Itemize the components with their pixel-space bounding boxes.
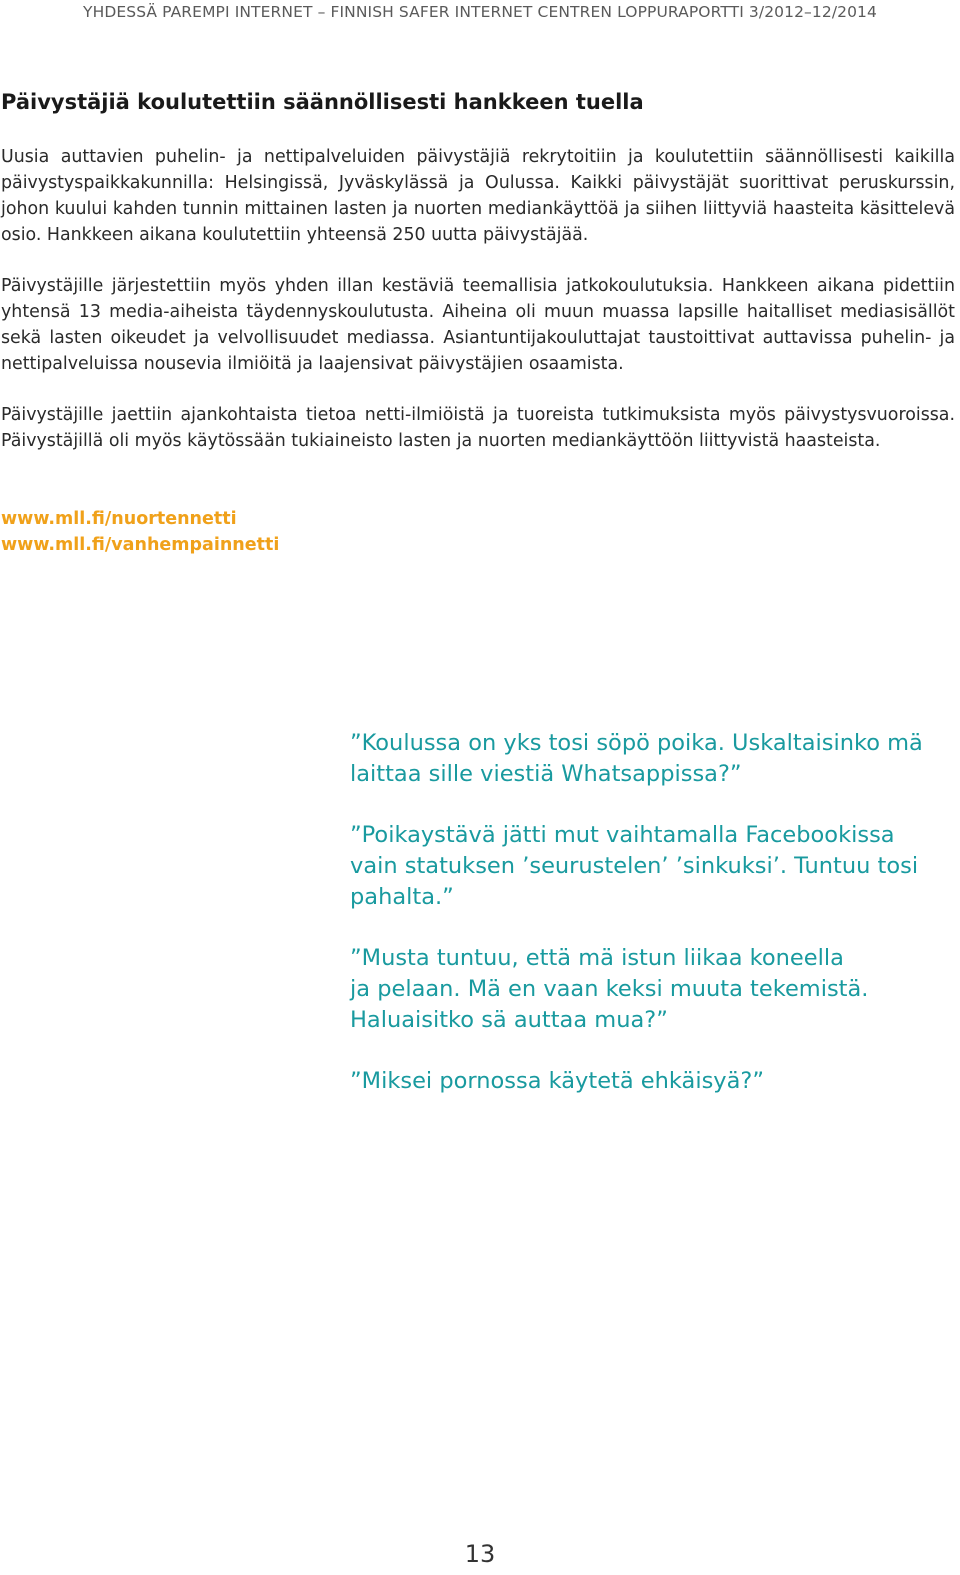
quote-item: ”Miksei pornossa käytetä ehkäisyä?” bbox=[350, 1068, 764, 1094]
section-heading: Päivystäjiä koulutettiin säännöllisesti hankkeen tuella bbox=[1, 90, 644, 114]
running-header: YHDESSÄ PAREMPI INTERNET – FINNISH SAFER INTERNET CENTREN LOPPURAPORTTI 3/2012–12/2014 bbox=[83, 3, 877, 21]
quote-item: ”Poikaystävä jätti mut vaihtamalla Facebookissa vain statuksen ’seurustelen’ ’sinkuksi’. Tuntuu tosi pahalta.” bbox=[350, 822, 919, 910]
body-paragraph-current-information: Päivystäjille jaettiin ajankohtaista tietoa netti-ilmiöistä ja tuoreista tutkimuksista myös päivystysvuoroissa. Päivystäjillä oli myös käytössään tukiaineisto lasten ja nuorten mediankäyttöön liittyvistä haasteista. bbox=[1, 405, 955, 451]
quote-list bbox=[350, 728, 950, 1127]
body-paragraph-training: Uusia auttavien puhelin- ja nettipalveluiden päivystäjiä rekrytoitiin ja koulutettiin säännöllisesti kaikilla päivystyspaikkakunnilla: Helsingissä, Jyväskylässä ja Oulussa. Kaikki päivystäjät suorittivat peruskurssin, johon kuului kahden tunnin mittainen lasten ja nuorten mediankäyttöä ja siihen liittyviä haasteita käsittelevä osio. Hankkeen aikana koulutettiin yhteensä 250 uutta päivystäjää. bbox=[1, 147, 955, 245]
resource-links bbox=[1, 506, 279, 558]
quote-item: ”Koulussa on yks tosi söpö poika. Uskaltaisinko mä laittaa sille viestiä Whatsappissa?” bbox=[350, 730, 923, 787]
quote-item: ”Musta tuntuu, että mä istun liikaa koneella ja pelaan. Mä en vaan keksi muuta tekemistä. Haluaisitko sä auttaa mua?” bbox=[350, 945, 869, 1033]
body-paragraph-continuing-education: Päivystäjille järjestettiin myös yhden illan kestäviä teemallisia jatkokoulutuksia. Hankkeen aikana pidettiin yhtensä 13 media-aiheista täydennyskoulutusta. Aiheina oli muun muassa lapsille haitalliset mediasisällöt sekä lasten oikeudet ja velvollisuudet mediassa. Asiantuntijakouluttajat taustoittivat auttavissa puhelin- ja nettipalveluissa nousevia ilmiöitä ja laajensivat päivystäjien osaamista. bbox=[1, 276, 955, 374]
page-number: 13 bbox=[464, 1540, 496, 1568]
link-vanhempainnetti[interactable]: www.mll.fi/vanhempainnetti bbox=[1, 535, 280, 555]
link-nuortennetti[interactable]: www.mll.fi/nuortennetti bbox=[1, 509, 237, 529]
